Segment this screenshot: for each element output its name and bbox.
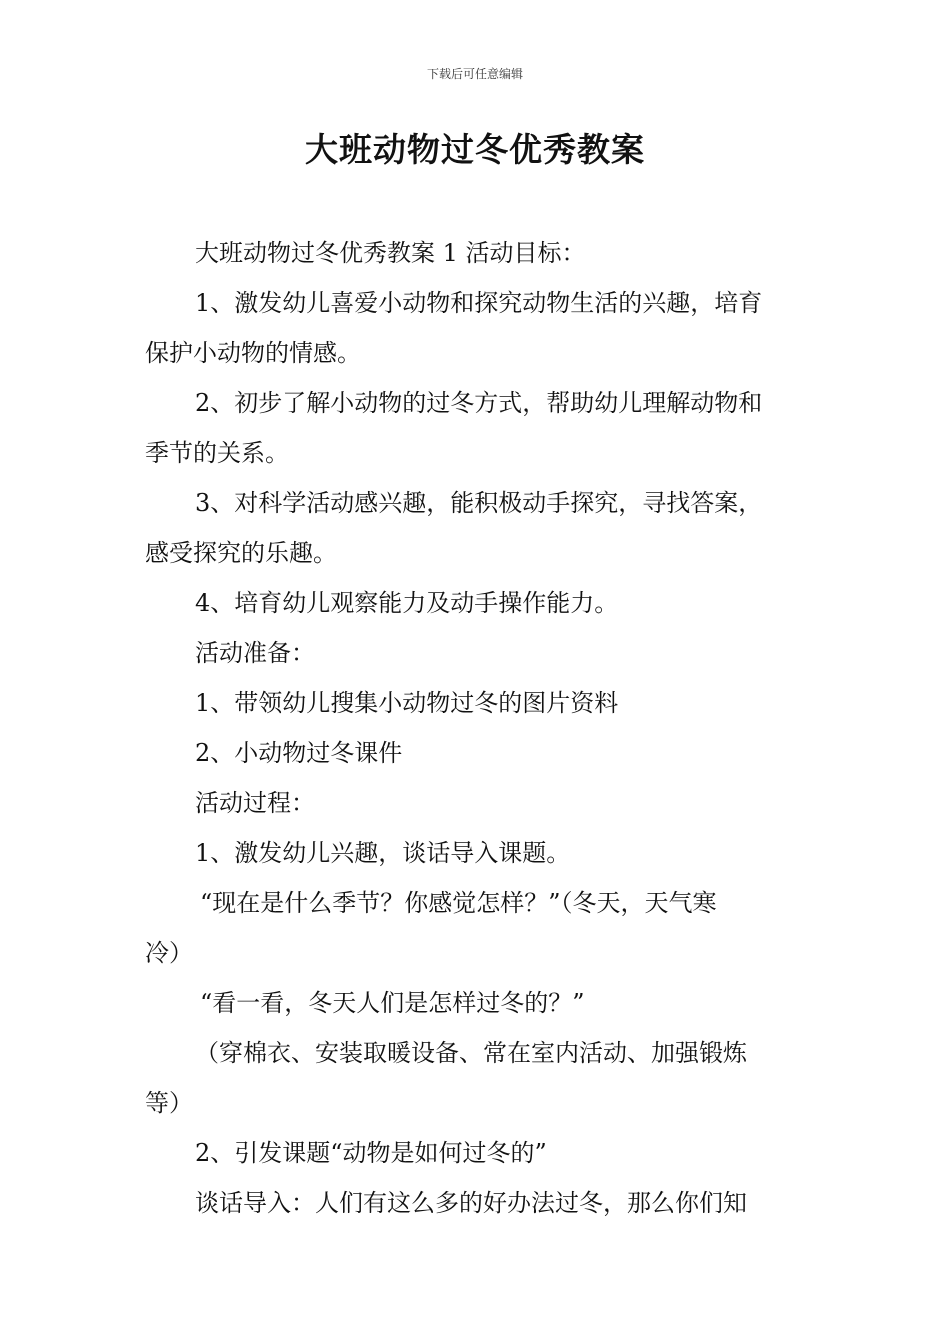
- paragraph-line: 冷）: [145, 939, 193, 967]
- paragraph-line: 2、小动物过冬课件: [195, 739, 403, 767]
- document-body: [145, 228, 807, 1228]
- paragraph-line: 季节的关系。: [145, 439, 289, 467]
- paragraph-line: 2、引发课题“动物是如何过冬的”: [195, 1139, 547, 1167]
- header-note: 下载后可任意编辑: [426, 67, 523, 81]
- section-heading: 活动过程：: [195, 789, 315, 817]
- paragraph-line: （穿棉衣、安装取暖设备、常在室内活动、加强锻炼: [195, 1039, 747, 1067]
- paragraph-line: 1、激发幼儿兴趣，谈话导入课题。: [195, 839, 571, 867]
- paragraph-line: 3、对科学活动感兴趣，能积极动手探究，寻找答案，: [195, 489, 763, 517]
- paragraph-line: 4、培育幼儿观察能力及动手操作能力。: [195, 589, 619, 617]
- paragraph-line: “现在是什么季节？你感觉怎样？”（冬天，天气寒: [200, 889, 717, 917]
- paragraph-line: 等）: [145, 1089, 193, 1117]
- paragraph-line: 保护小动物的情感。: [145, 339, 361, 367]
- paragraph-line: 谈话导入：人们有这么多的好办法过冬，那么你们知: [195, 1189, 747, 1217]
- paragraph-line: 感受探究的乐趣。: [145, 539, 337, 567]
- paragraph-line: “看一看，冬天人们是怎样过冬的？”: [200, 989, 585, 1017]
- document-title: 大班动物过冬优秀教案: [305, 130, 645, 169]
- paragraph-line: 1、带领幼儿搜集小动物过冬的图片资料: [195, 689, 619, 717]
- section-heading: 活动准备：: [195, 639, 315, 667]
- paragraph-line: 2、初步了解小动物的过冬方式，帮助幼儿理解动物和: [195, 389, 763, 417]
- paragraph-line: 1、激发幼儿喜爱小动物和探究动物生活的兴趣，培育: [195, 289, 763, 317]
- paragraph-line: 大班动物过冬优秀教案 1 活动目标：: [195, 239, 586, 267]
